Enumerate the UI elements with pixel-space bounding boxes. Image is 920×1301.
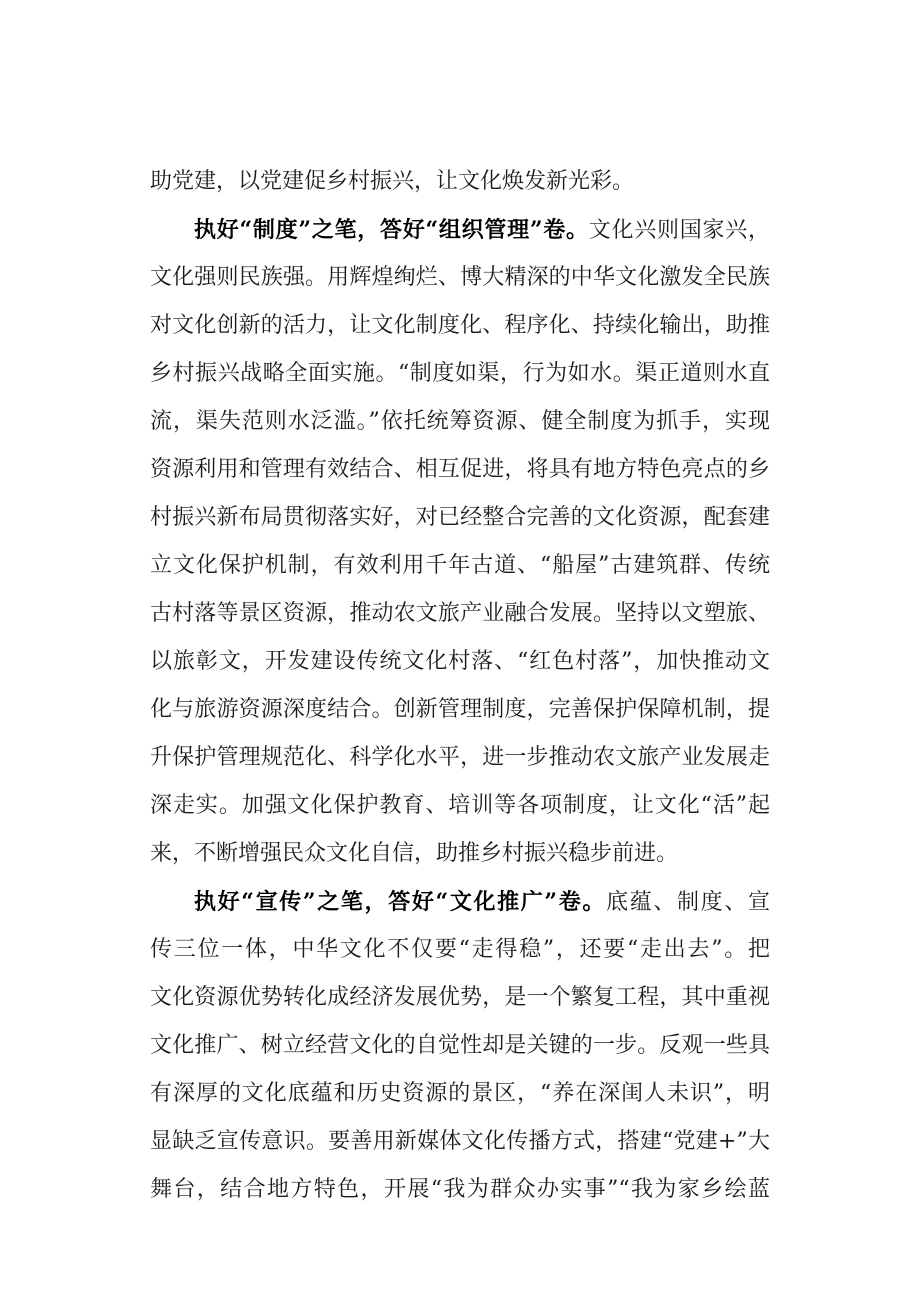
text-line: 以旅彰文，开发建设传统文化村落、“红色村落”，加快推动文 [150,649,770,674]
text-line: 升保护管理规范化、科学化水平，进一步推动农文旅产业发展走 [150,745,770,770]
text-line: 显缺乏宣传意识。要善用新媒体文化传播方式，搭建“党建+”大 [150,1129,770,1154]
text-line: 传三位一体，中华文化不仅要“走得稳”，还要“走出去”。把 [150,937,770,962]
text-line: 执好“制度”之笔，答好“组织管理”卷。文化兴则国家兴， [194,217,770,243]
text-line: 舞台，结合地方特色，开展“我为群众办实事”“我为家乡绘蓝 [150,1177,770,1202]
text-line: 文化强则民族强。用辉煌绚烂、博大精深的中华文化激发全民族 [150,265,770,290]
paragraph-heading: 执好“制度”之笔，答好“组织管理”卷。 [194,217,589,243]
text-line: 立文化保护机制，有效利用千年古道、“船屋”古建筑群、传统 [150,553,770,578]
text-line: 化与旅游资源深度结合。创新管理制度，完善保护保障机制，提 [150,697,770,722]
text-line: 来，不断增强民众文化自信，助推乡村振兴稳步前进。 [150,841,679,866]
text-line: 乡村振兴战略全面实施。“制度如渠，行为如水。渠正道则水直 [150,361,770,386]
text-line: 古村落等景区资源，推动农文旅产业融合发展。坚持以文塑旅、 [150,601,770,626]
text-line: 村振兴新布局贯彻落实好，对已经整合完善的文化资源，配套建 [150,505,770,530]
text-line: 深走实。加强文化保护教育、培训等各项制度，让文化“活”起 [150,793,770,818]
text-line: 助党建，以党建促乡村振兴，让文化焕发新光彩。 [150,169,635,194]
text-line: 有深厚的文化底蕴和历史资源的景区，“养在深闺人未识”，明 [150,1081,770,1106]
text-line: 对文化创新的活力，让文化制度化、程序化、持续化输出，助推 [150,313,770,338]
paragraph-heading: 执好“宣传”之笔，答好“文化推广”卷。 [194,889,607,915]
text-line: 资源利用和管理有效结合、相互促进，将具有地方特色亮点的乡 [150,457,770,482]
text-line: 文化资源优势转化成经济发展优势，是一个繁复工程，其中重视 [150,985,770,1010]
text-line: 执好“宣传”之笔，答好“文化推广”卷。底蕴、制度、宣 [194,889,770,915]
text-line: 流，渠失范则水泛滥。”依托统筹资源、健全制度为抓手，实现 [150,409,770,434]
text-line: 文化推广、树立经营文化的自觉性却是关键的一步。反观一些具 [150,1033,770,1058]
